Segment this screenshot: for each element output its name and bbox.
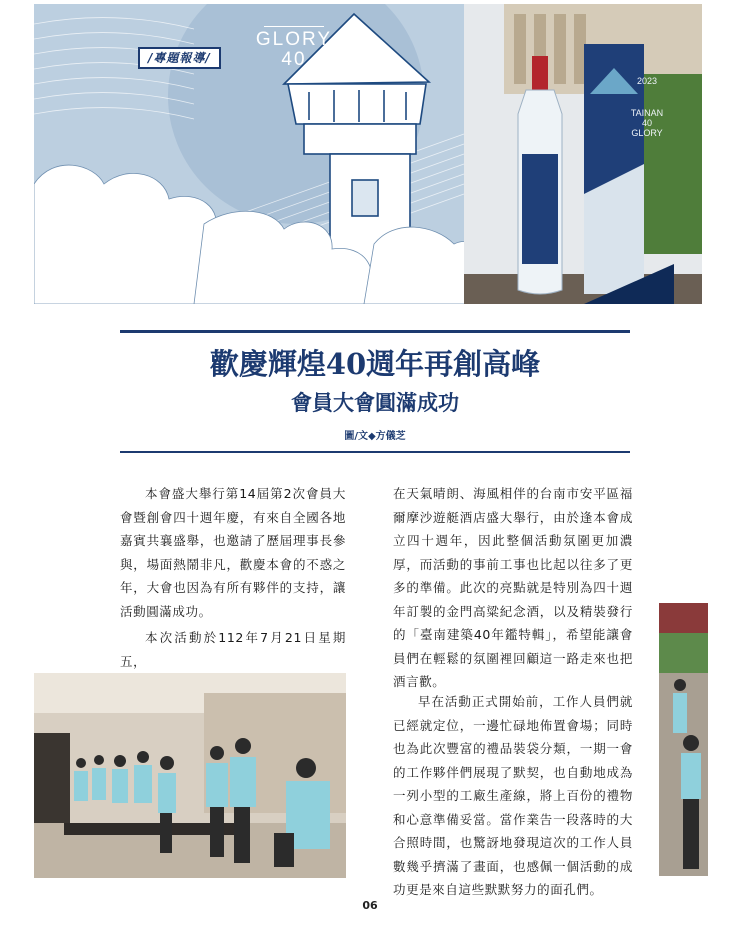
article-subtitle: 會員大會圓滿成功 <box>291 390 459 415</box>
box-city: TAINAN <box>630 108 664 118</box>
glory-text: GLORY <box>255 29 333 50</box>
box-number: 40 <box>641 118 652 128</box>
box-logo-space <box>622 86 672 108</box>
banner-illustration <box>34 4 702 304</box>
glory-logo-bar <box>264 26 324 27</box>
glory-logo <box>252 26 336 70</box>
box-year: 2023 <box>636 76 658 86</box>
title-rule-top <box>120 330 630 333</box>
title-rule-bottom <box>120 451 630 453</box>
staff-photo-illustration <box>34 673 346 878</box>
paragraph-1: 本會盛大舉行第14屆第2次會員大會暨創會四十週年慶，有來自全國各地嘉賓共襄盛舉，也邀請了歷屆理事長參與，場面熱鬧非凡，歡慶本會的不惑之年，大會也因為有所有夥伴的支持，讓活動圓滿成功。 <box>120 486 346 619</box>
paragraph-4: 早在活動正式開始前，工作人員們就已經就定位，一邊忙碌地佈置會場；同時也為此次豐富的禮品裝袋分類，一期一會的工作夥伴們展現了默契，也自動地成為一列小型的工廠生產線，將上百份的禮物和心意準備妥當。當作業告一段落時的大合照時間，也驚訝地發現這次的工作人員數幾乎擠滿了畫面，也感佩一個活動的成功更是來自這些默默努力的面孔們。 <box>393 694 633 897</box>
venue-photo <box>659 603 708 876</box>
header-banner <box>34 4 702 304</box>
gift-box-label <box>622 76 672 138</box>
section-tag: /專題報導/ <box>138 47 221 69</box>
article-title: 歡慶輝煌40週年再創高峰 <box>209 347 541 381</box>
box-glory: GLORY <box>631 128 663 138</box>
glory-number: 40 <box>281 49 307 70</box>
article-byline: 圖/文◆方儀芝 <box>344 431 406 442</box>
paragraph-2: 本次活動於112年7月21日星期五， <box>120 630 346 669</box>
page-number: 06 <box>362 899 378 912</box>
staff-photo <box>34 673 346 878</box>
venue-photo-illustration <box>659 603 708 876</box>
paragraph-3: 在天氣晴朗、海風相伴的台南市安平區福爾摩沙遊艇酒店盛大舉行，由於逢本會成立四十週年，因此整個活動氛圍更加濃厚，而活動的事前工事也比起以往多了更多的準備。此次的亮點就是特別為四十週年訂製的金門高粱紀念酒，以及精裝發行的「臺南建築40年鑑特輯」，希望能讓會員們在輕鬆的氛圍裡回顧這一路走來也把酒言歡。 <box>393 486 633 689</box>
